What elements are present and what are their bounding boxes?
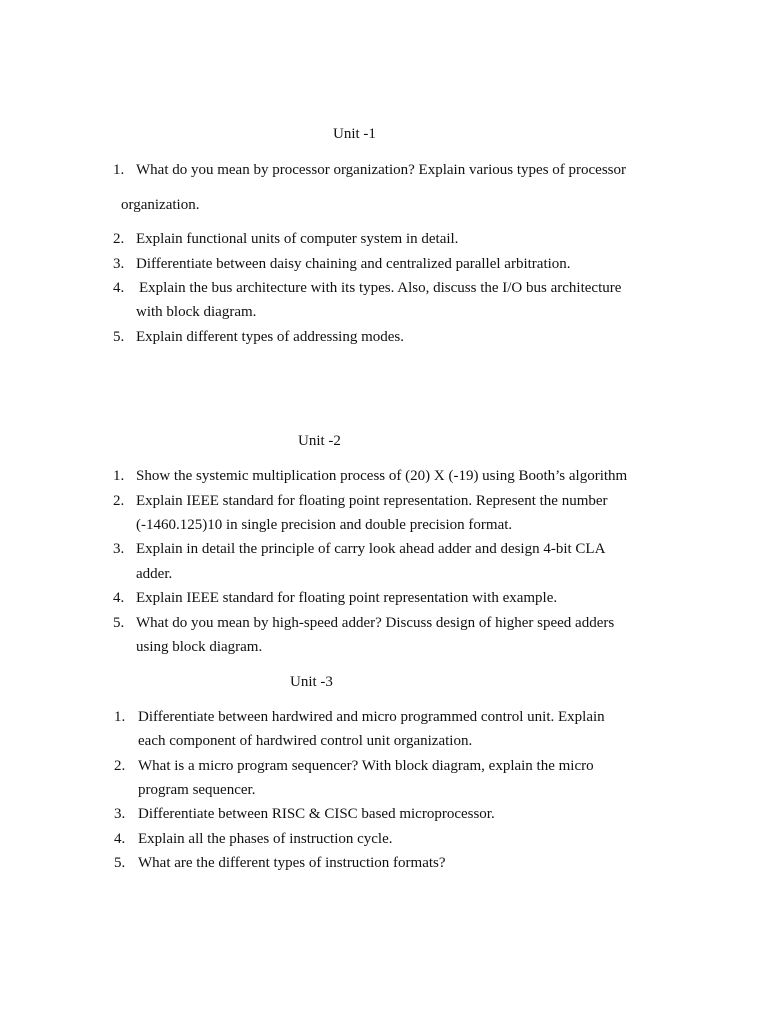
unit-2-q3-line-1: Explain in detail the principle of carry look ahead adder and design 4-bit CLA xyxy=(136,541,606,557)
unit-2-q4-line-1: Explain IEEE standard for floating point representation with example. xyxy=(136,590,558,606)
unit-3-q2-line-1: What is a micro program sequencer? With block diagram, explain the micro xyxy=(138,758,594,774)
unit-2-q5-line-1: What do you mean by high-speed adder? Discuss design of higher speed adders xyxy=(136,615,615,631)
unit-2-q4-number: 4. xyxy=(113,590,125,606)
unit-2-q3-line-2: adder. xyxy=(136,566,173,582)
unit-1-q4-number: 4. xyxy=(113,280,125,296)
unit-2-q2-line-2: (-1460.125)10 in single precision and double precision format. xyxy=(136,517,513,533)
unit-1-q1-line-1: What do you mean by processor organization? Explain various types of processor xyxy=(136,162,627,178)
unit-2-q5-line-2: using block diagram. xyxy=(136,639,263,655)
unit-3-title: Unit -3 xyxy=(290,674,333,690)
unit-3-q3-number: 3. xyxy=(114,806,126,822)
unit-1-q5-line-1: Explain different types of addressing modes. xyxy=(136,329,404,345)
unit-2-q1-number: 1. xyxy=(113,468,125,484)
unit-1-q3-number: 3. xyxy=(113,256,125,272)
unit-2-q2-line-1: Explain IEEE standard for floating point representation. Represent the number xyxy=(136,493,608,509)
unit-3-q5-number: 5. xyxy=(114,855,126,871)
unit-2-q3-number: 3. xyxy=(113,541,125,557)
unit-1-q4-line-1: Explain the bus architecture with its types. Also, discuss the I/O bus architecture xyxy=(139,280,622,296)
unit-1-title: Unit -1 xyxy=(333,126,376,142)
unit-1-q1-line-2: organization. xyxy=(121,197,200,213)
unit-1-q2-line-1: Explain functional units of computer system in detail. xyxy=(136,231,459,247)
unit-3-q4-line-1: Explain all the phases of instruction cycle. xyxy=(138,831,393,847)
unit-1-q1-number: 1. xyxy=(113,162,125,178)
unit-2-q2-number: 2. xyxy=(113,493,125,509)
unit-3-q1-line-1: Differentiate between hardwired and micro programmed control unit. Explain xyxy=(138,709,605,725)
unit-2-q1-line-1: Show the systemic multiplication process of (20) X (-19) using Booth’s algorithm xyxy=(136,468,628,484)
unit-3-q2-number: 2. xyxy=(114,758,126,774)
unit-3-q5-line-1: What are the different types of instruction formats? xyxy=(138,855,446,871)
unit-2-title: Unit -2 xyxy=(298,433,341,449)
unit-3-q4-number: 4. xyxy=(114,831,126,847)
unit-1-q4-line-2: with block diagram. xyxy=(136,304,257,320)
unit-3-q1-number: 1. xyxy=(114,709,126,725)
unit-1-q2-number: 2. xyxy=(113,231,125,247)
unit-3-q1-line-2: each component of hardwired control unit organization. xyxy=(138,733,473,749)
unit-1-q3-line-1: Differentiate between daisy chaining and centralized parallel arbitration. xyxy=(136,256,571,272)
unit-3-q2-line-2: program sequencer. xyxy=(138,782,256,798)
unit-3-q3-line-1: Differentiate between RISC & CISC based microprocessor. xyxy=(138,806,495,822)
unit-2-q5-number: 5. xyxy=(113,615,125,631)
unit-1-q5-number: 5. xyxy=(113,329,125,345)
